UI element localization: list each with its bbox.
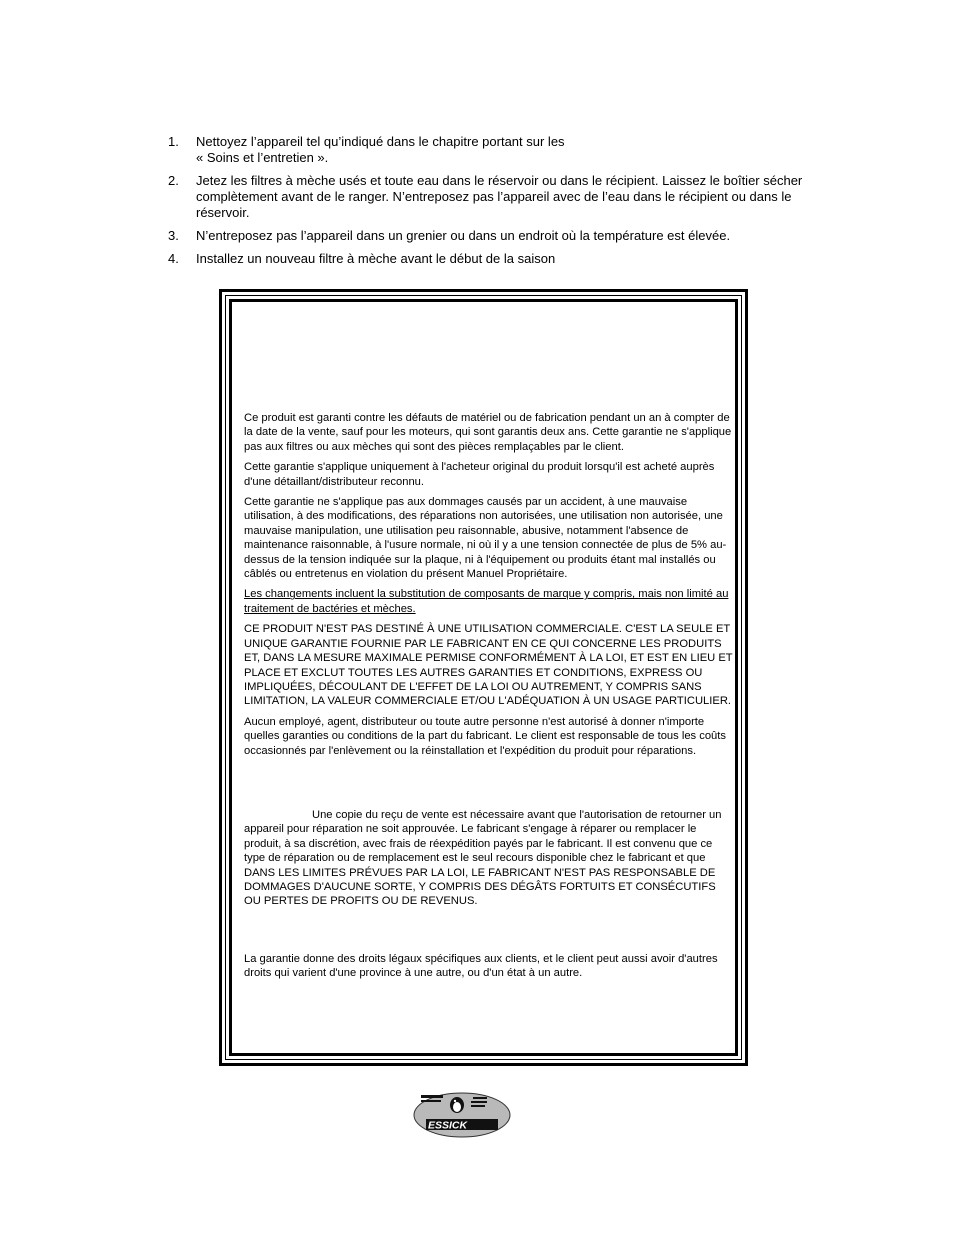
warranty-exclusions: Cette garantie ne s'applique pas aux dommages causés par un accident, à une mauvaise utilisation, à des modifications, des réparations non autorisées, une utilisation non autorisée, une mauvaise manipulation, une utilisation peu raisonnable, abusive, notamment l'absence de maintenance raisonnable, à l'usure normale, ni où il y a une tension connectée de plus de 5% au-dessus de la tension indiquée sur la plaque, ni à l'équipement ou produits étant mal installés ou câblés ou entretenus en violation du présent Manuel Propriétaire. bbox=[244, 496, 727, 581]
warranty-original-purchaser: Cette garantie s'applique uniquement à l'acheteur original du produit lorsqu'il est acheté auprès d'une détaillant/distributeur reconnu. bbox=[244, 461, 715, 488]
instruction-number: 4. bbox=[168, 251, 179, 266]
warranty-authorization: Aucun employé, agent, distributeur ou toute autre personne n'est autorisé à donner n'importe quelles garanties ou conditions de la part du fabricant. Le client est responsable de tous les coûts occasionnés par l'enlèvement ou la réinstallation et l'expédition du produit pour réparations. bbox=[244, 715, 726, 757]
instruction-item bbox=[166, 134, 816, 166]
warranty-repair-text: Une copie du reçu de vente est nécessaire avant que l'autorisation de retourner un appareil pour réparation ne soit approuvée. Le fabricant s'engage à réparer ou remplacer le produit, à sa discrétion, avec frais de réexpédition payés par le fabricant. Il est convenu que ce type de réparation ou de remplacement est le seul recours disponible chez le fabricant et que DANS LES LIMITES PRÉVUES PAR LA LOI, LE FABRICANT N'EST PAS RESPONSABLE DE DOMMAGES D'AUCUNE SORTE, Y COMPRIS DES DÉGÂTS FORTUITS ET CONSÉCUTIFS OU PERTES DE PROFITS OU DE REVENUS. bbox=[244, 808, 722, 908]
warranty-box bbox=[219, 289, 748, 1066]
instruction-text: N’entreposez pas l’appareil dans un grenier ou dans un endroit où la température est élevée. bbox=[196, 228, 731, 243]
penguin-logo-icon bbox=[413, 1089, 511, 1139]
storage-instructions-list bbox=[166, 134, 816, 274]
spacer bbox=[244, 915, 734, 952]
spacer bbox=[244, 764, 734, 808]
instruction-number: 3. bbox=[168, 228, 179, 243]
instruction-text: Jetez les filtres à mèche usés et toute eau dans le réservoir ou dans le récipient. Laissez le boîtier sécher complètement avant de le ranger. N’entreposez pas l’appareil avec de l’eau dans le récipient ou dans le réservoir. bbox=[196, 173, 803, 220]
essick-logo bbox=[413, 1089, 511, 1139]
instruction-text: Nettoyez l’appareil tel qu’indiqué dans le chapitre portant sur les bbox=[196, 134, 565, 149]
warranty-repair-procedure bbox=[244, 808, 734, 909]
instruction-item bbox=[166, 228, 816, 244]
instruction-number: 2. bbox=[168, 173, 179, 188]
warranty-legal-rights: La garantie donne des droits légaux spécifiques aux clients, et le client peut aussi avoir d'autres droits qui varient d'une province à une autre, ou d'un état à un autre. bbox=[244, 952, 718, 980]
instruction-item bbox=[166, 251, 816, 267]
instruction-number: 1. bbox=[168, 134, 179, 149]
warranty-text bbox=[244, 411, 734, 987]
instruction-text-continued: « Soins et l’entretien ». bbox=[196, 150, 329, 165]
warranty-changes-note: Les changements incluent la substitution de composants de marque y compris, mais non limité au traitement de bactéries et mèches. bbox=[244, 588, 729, 615]
logo-wordmark: ESSICK bbox=[428, 1119, 468, 1132]
instruction-text: Installez un nouveau filtre à mèche avant le début de la saison bbox=[196, 251, 556, 266]
instruction-item bbox=[166, 173, 816, 221]
warranty-disclaimer: CE PRODUIT N'EST PAS DESTINÉ À UNE UTILISATION COMMERCIALE. C'EST LA SEULE ET UNIQUE GARANTIE FOURNIE PAR LE FABRICANT EN CE QUI CONCERNE LES PRODUITS ET, DANS LA MESURE MAXIMALE PERMISE CONFORMÉMENT À LA LOI, ET EST EN LIEU ET PLACE ET EXCLUT TOUTES LES AUTRES GARANTIES ET CONDITIONS, EXPRESS OU IMPLIQUÉES, DÉCOULANT DE L'EFFET DE LA LOI OU AUTREMENT, Y COMPRIS SANS LIMITATION, LA VALEUR COMMERCIALE ET/OU L'ADÉQUATION À UN USAGE PARTICULIER. bbox=[244, 623, 733, 708]
warranty-coverage: Ce produit est garanti contre les défauts de matériel ou de fabrication pendant un an à compter de la date de la vente, sauf pour les moteurs, qui sont garantis deux ans. Cette garantie ne s'applique pas aux filtres ou aux mèches qui sont des pièces remplaçables par le client. bbox=[244, 412, 732, 453]
